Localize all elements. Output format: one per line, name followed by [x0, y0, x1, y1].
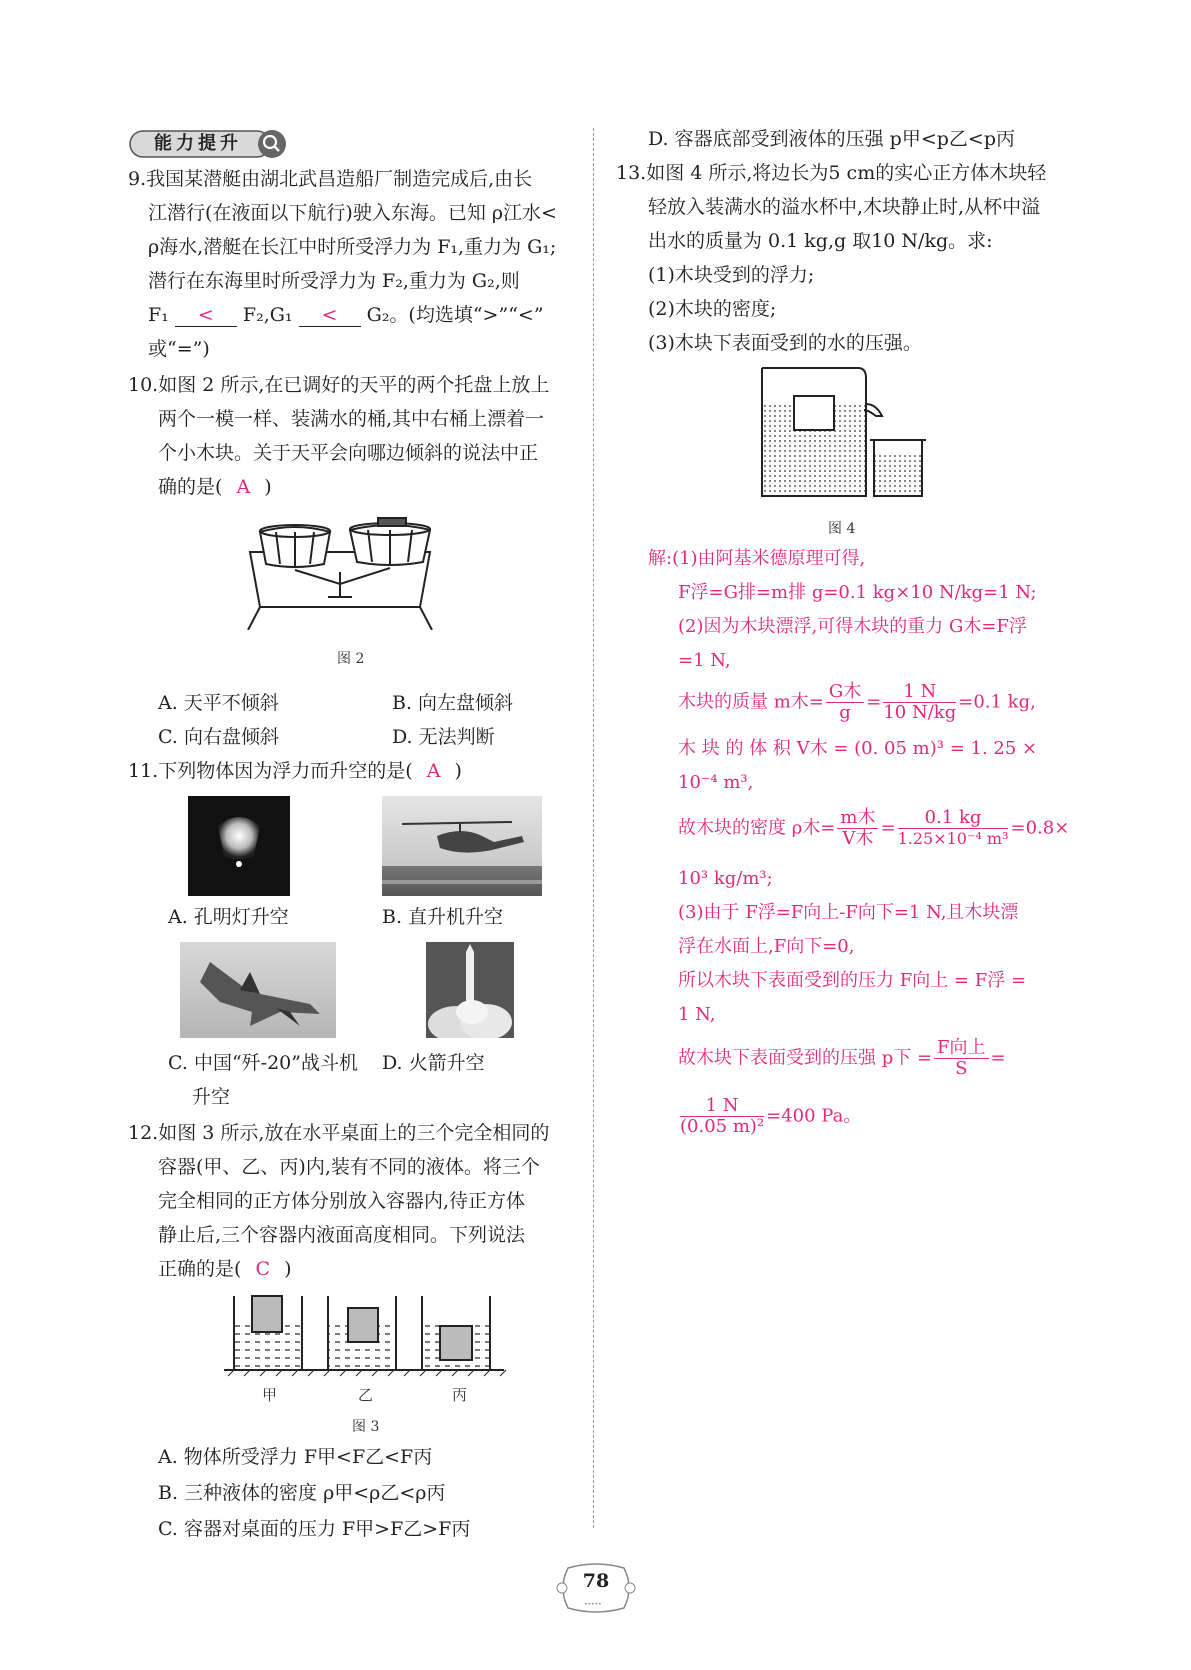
solution-pressure-result-line — [678, 1096, 861, 1137]
q12-option-b: B. 三种液体的密度 ρ甲<ρ乙<ρ丙 — [158, 1482, 446, 1504]
pressure-equals: = — [990, 1047, 1006, 1069]
q11-line1 — [128, 760, 462, 782]
q11-option-b: B. 直升机升空 — [382, 906, 504, 928]
fig2-caption: 图 2 — [337, 651, 365, 667]
q11-option-c-line2: 升空 — [192, 1086, 231, 1108]
solution-line2: F浮=G排=m排 g=0.1 kg×10 N/kg=1 N; — [678, 582, 1037, 603]
q12-line4: 静止后,三个容器内液面高度相同。下列说法 — [158, 1224, 526, 1246]
q11-option-d: D. 火箭升空 — [382, 1052, 485, 1074]
density-fraction-1 — [837, 808, 878, 849]
pressure-fraction-1-num: F向上 — [934, 1038, 989, 1059]
density-fraction-2-num: 0.1 kg — [898, 808, 1009, 829]
q12-line1: 12.如图 3 所示,放在水平桌面上的三个完全相同的 — [128, 1122, 550, 1144]
solution-density-result: 10³ kg/m³; — [678, 868, 773, 889]
q12-line5 — [158, 1258, 291, 1280]
mass-fraction-1-num: G木 — [826, 682, 864, 703]
solution-line12: 所以木块下表面受到的压力 F向上 = F浮 = — [678, 970, 1027, 991]
balance-figure — [240, 512, 440, 630]
q13-line6: (3)木块下表面受到的水的压强。 — [648, 332, 922, 354]
q9-line1: 9.我国某潜艇由湖北武昌造船厂制造完成后,由长 — [128, 168, 533, 190]
section-title: 能力提升 — [154, 133, 242, 154]
q11-stem: 11.下列物体因为浮力而升空的是( — [128, 760, 413, 782]
q9-answer-2: < — [299, 304, 361, 327]
pressure-fraction-1-den: S — [955, 1058, 968, 1079]
density-result: =0.8× — [1010, 817, 1070, 839]
density-fraction-2 — [898, 808, 1009, 849]
three-containers-figure — [224, 1290, 508, 1392]
q10-answer: A — [236, 476, 251, 498]
column-divider — [593, 128, 594, 1528]
q11-paren: ) — [454, 760, 462, 782]
fig4-caption: 图 4 — [828, 521, 856, 537]
q12-option-a: A. 物体所受浮力 F甲<F乙<F丙 — [158, 1446, 433, 1468]
q11-option-c-line1: C. 中国“歼-20”战斗机 — [168, 1052, 358, 1074]
mass-fraction-2-num: 1 N — [883, 682, 956, 703]
q10-line3: 个小木块。关于天平会向哪边倾斜的说法中正 — [158, 442, 539, 464]
container-label-yi: 乙 — [358, 1386, 374, 1404]
solution-line10: (3)由于 F浮=F向上-F向下=1 N,且木块漂 — [678, 902, 1019, 923]
density-fraction-1-num: m木 — [837, 808, 878, 829]
q10-paren: ) — [264, 476, 272, 498]
mass-fraction-2 — [883, 682, 956, 723]
q12-option-c: C. 容器对桌面的压力 F甲>F乙>F丙 — [158, 1518, 471, 1540]
q13-line2: 轻放入装满水的溢水杯中,木块静止时,从杯中溢 — [648, 196, 1041, 218]
pressure-fraction-2-num: 1 N — [680, 1096, 764, 1117]
q12-stem-end: 正确的是( — [158, 1258, 242, 1280]
section-header — [128, 128, 290, 160]
solution-line4: =1 N, — [678, 650, 731, 671]
q9-f2g1: F₂,G₁ — [242, 304, 293, 326]
q9-line3: ρ海水,潜艇在长江中时所受浮力为 F₁,重力为 G₁; — [148, 236, 557, 258]
q10-option-b: B. 向左盘倾斜 — [392, 692, 514, 714]
helicopter-photo — [382, 796, 542, 896]
fighter-jet-photo — [180, 942, 336, 1038]
solution-line11: 浮在水面上,F向下=0, — [678, 936, 855, 957]
solution-volume-result: 10⁻⁴ m³, — [678, 772, 754, 793]
rocket-launch-photo — [426, 942, 514, 1038]
q13-line5: (2)木块的密度; — [648, 298, 777, 320]
q9-line6: 或“=”) — [148, 338, 210, 360]
solution-density-line: 故木块的密度 ρ木= $\frac{\text{m木}}{\text{V木}}$ = $\frac{0.1 kg}{\text{1.25×10⁻⁴ m³}}$ =0.8× — [678, 807, 1070, 849]
sky-lantern-photo — [188, 796, 290, 896]
density-label: 故木块的密度 ρ木= — [678, 817, 836, 839]
q9-line5 — [148, 304, 544, 327]
overflow-cup-figure — [758, 364, 926, 498]
q11-answer: A — [426, 760, 441, 782]
pressure-label: 故木块下表面受到的压强 p下 = — [678, 1047, 933, 1069]
q10-option-d: D. 无法判断 — [392, 726, 495, 748]
q10-line2: 两个一模一样、装满水的桶,其中右桶上漂着一 — [158, 408, 545, 430]
page-number-badge — [554, 1562, 638, 1614]
q9-line4: 潜行在东海里时所受浮力为 F₂,重力为 G₂,则 — [148, 270, 520, 292]
q9-answer-1: < — [175, 304, 237, 327]
solution-volume-line: 木 块 的 体 积 V木 = (0. 05 m)³ = 1. 25 × — [678, 738, 1038, 759]
q12-answer: C — [255, 1258, 271, 1280]
pressure-result: =400 Pa。 — [766, 1105, 862, 1127]
solution-line1: 解:(1)由阿基米德原理可得, — [648, 548, 866, 569]
mass-label: 木块的质量 m木= — [678, 691, 824, 713]
solution-line3: (2)因为木块漂浮,可得木块的重力 G木=F浮 — [678, 616, 1027, 637]
fig3-caption: 图 3 — [352, 1419, 380, 1435]
mass-fraction-1-den: g — [839, 702, 851, 723]
q12-option-d: D. 容器底部受到液体的压强 p甲<p乙<p丙 — [648, 128, 1016, 150]
solution-pressure-line — [678, 1038, 1006, 1079]
q10-stem-end: 确的是( — [158, 476, 223, 498]
svg-text:•••••: ••••• — [584, 1601, 602, 1608]
page-number: 78 — [582, 1570, 610, 1592]
container-label-jia: 甲 — [262, 1386, 278, 1404]
q12-line3: 完全相同的正方体分别放入容器内,待正方体 — [158, 1190, 526, 1212]
density-fraction-2-den: 1.25×10⁻⁴ m³ — [897, 829, 1009, 848]
q9-f1: F₁ — [148, 304, 169, 326]
pressure-fraction-2 — [680, 1096, 764, 1137]
pressure-fraction-2-den: (0.05 m)² — [680, 1116, 765, 1137]
solution-mass-line: 木块的质量 m木= $\frac{\text{G木}}{g}$ = $\frac{1 N}{10 N/kg}$ =0.1 kg, — [678, 681, 1036, 723]
mass-fraction-1 — [826, 682, 864, 723]
q10-option-c: C. 向右盘倾斜 — [158, 726, 279, 748]
q10-line4 — [158, 476, 272, 498]
q10-option-a: A. 天平不倾斜 — [158, 692, 279, 714]
q13-line1: 13.如图 4 所示,将边长为5 cm的实心正方体木块轻 — [616, 162, 1047, 184]
q12-paren: ) — [284, 1258, 292, 1280]
pressure-fraction-1 — [934, 1038, 989, 1079]
q9-g2: G₂。(均选填“>”“<” — [366, 304, 544, 326]
q11-option-a: A. 孔明灯升空 — [168, 906, 289, 928]
solution-line13: 1 N, — [678, 1004, 716, 1025]
q13-line4: (1)木块受到的浮力; — [648, 264, 815, 286]
q13-line3: 出水的质量为 0.1 kg,g 取10 N/kg。求: — [648, 230, 993, 252]
mass-result: =0.1 kg, — [958, 691, 1036, 713]
q12-line2: 容器(甲、乙、丙)内,装有不同的液体。将三个 — [158, 1156, 540, 1178]
mass-fraction-2-den: 10 N/kg — [883, 702, 957, 723]
q10-line1: 10.如图 2 所示,在已调好的天平的两个托盘上放上 — [128, 374, 550, 396]
density-fraction-1-den: V木 — [842, 828, 874, 849]
container-label-bing: 丙 — [452, 1386, 468, 1404]
q9-line2: 江潜行(在液面以下航行)驶入东海。已知 ρ江水< — [148, 202, 557, 224]
